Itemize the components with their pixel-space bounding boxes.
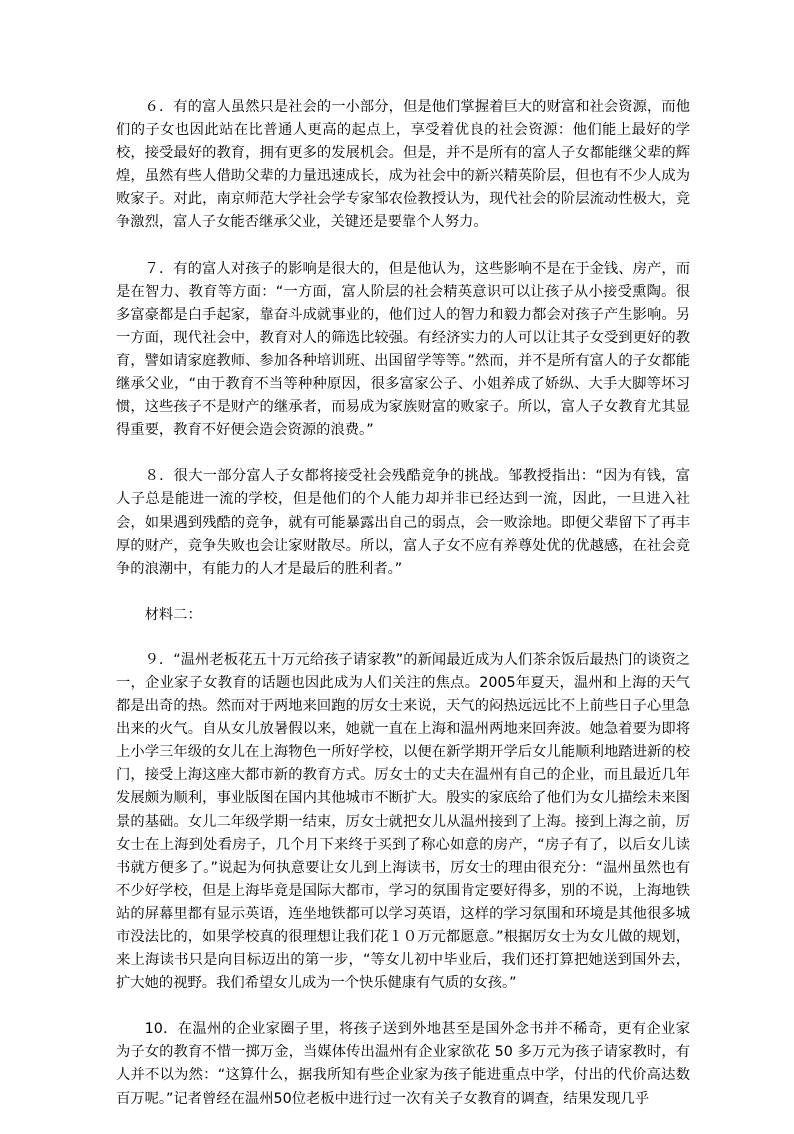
- section-heading: 材料二：: [144, 606, 202, 623]
- document-body: [116, 96, 690, 1134]
- paragraph-10: 10．在温州的企业家圈子里，将孩子送到外地甚至是国外念书并不稀奇，更有企业家为子女的教育不惜一掷万金，当媒体传出温州有企业家欲花 50 多万元为孩子请家教时，有人并不以为然：“这算什么，据我所知有些企业家为孩子能进重点中学，付出的代价高达数百万呢。”记者曾经在温州50位老板中进行过一次有关子女教育的调查，结果发现几乎: [116, 1021, 690, 1107]
- paragraph-9: ９．“温州老板花五十万元给孩子请家教”的新闻最近成为人们茶余饭后最热门的谈资之一，企业家子女教育的话题也因此成为人们关注的焦点。2005年夏天，温州和上海的天气都是出奇的热。然而对于两地来回跑的厉女士来说，天气的闷热远远比不上前些日子心里急出来的火气。自从女儿放暑假以来，她就一直在上海和温州两地来回奔波。她急着要为即将上小学三年级的女儿在上海物色一所好学校，以便在新学期开学后女儿能顺利地踏进新的校门，接受上海这座大都市新的教育方式。厉女士的丈夫在温州有自己的企业，而且最近几年发展颇为顺利，事业版图在国内其他城市不断扩大。殷实的家底给了他们为女儿描绘未来图景的基础。女儿二年级学期一结束，厉女士就把女儿从温州接到了上海。接到上海之前，厉女士在上海到处看房子，几个月下来终于买到了称心如意的房产，“房子有了，以后女儿读书就方便多了。”说起为何执意要让女儿到上海读书，厉女士的理由很充分：“温州虽然也有不少好学校，但是上海毕竟是国际大都市，学习的氛围肯定要好得多，别的不说，上海地铁站的屏幕里都有显示英语，连坐地铁都可以学习英语，这样的学习氛围和环境是其他很多城市没法比的，如果学校真的很理想让我们花１０万元都愿意。”根据厉女士为女儿做的规划，来上海读书只是向目标迈出的第一步，“等女儿初中毕业后，我们还打算把她送到国外去，扩大她的视野。我们希望女儿成为一个快乐健康有气质的女孩。”: [116, 651, 690, 992]
- paragraph-6: ６．有的富人虽然只是社会的一小部分，但是他们掌握着巨大的财富和社会资源，而他们的子女也因此站在比普通人更高的起点上，享受着优良的社会资源：他们能上最好的学校，接受最好的教育，拥有更多的发展机会。但是，并不是所有的富人子女都能继父辈的辉煌，虽然有些人借助父辈的力量迅速成长，成为社会中的新兴精英阶层，但也有不少人成为败家子。对此，南京师范大学社会学专家邹农俭教授认为，现代社会的阶层流动性极大，竞争激烈，富人子女能否继承父业，关键还是要靠个人努力。: [116, 99, 690, 231]
- paragraph-8: ８．很大一部分富人子女都将接受社会残酷竞争的挑战。邹教授指出：“因为有钱，富人子总是能进一流的学校，但是他们的个人能力却并非已经达到一流，因此，一旦进入社会，如果遇到残酷的竞争，就有可能暴露出自己的弱点，会一败涂地。即便父辈留下了再丰厚的财产，竞争失败也会让家财散尽。所以，富人子女不应有养尊处优的优越感，在社会竞争的浪潮中，有能力的人才是最后的胜利者。”: [116, 468, 690, 577]
- paragraph-7: ７．有的富人对孩子的影响是很大的，但是他认为，这些影响不是在于金钱、房产，而是在智力、教育等方面：“一方面，富人阶层的社会精英意识可以让孩子从小接受熏陶。很多富豪都是白手起家，靠奋斗成就事业的，他们过人的智力和毅力都会对孩子产生影响。另一方面，现代社会中，教育对人的筛选比较强。有经济实力的人可以让其子女受到更好的教育，譬如请家庭教师、参加各种培训班、出国留学等等。”然而，并不是所有富人的子女都能继承父业，“由于教育不当等种种原因，很多富家公子、小姐养成了娇纵、大手大脚等坏习惯，这些孩子不是财产的继承者，而易成为家族财富的败家子。所以，富人子女教育尤其显得重要，教育不好便会造会资源的浪费。”: [116, 260, 690, 439]
